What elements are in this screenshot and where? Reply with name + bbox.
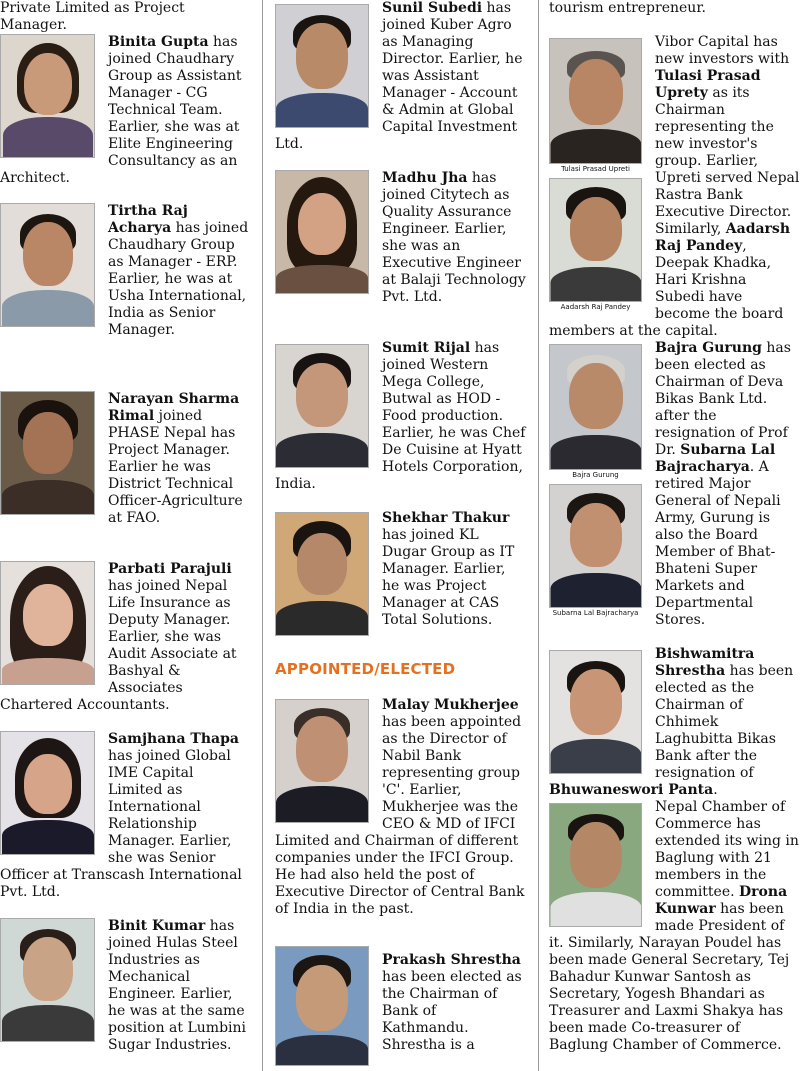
entry-text: Vibor Capital has new investors with bbox=[655, 34, 790, 67]
entry-madhu-jha bbox=[275, 170, 527, 306]
portrait-photo bbox=[275, 512, 369, 636]
entry-malay-mukherjee bbox=[275, 697, 527, 918]
entry-text: Nepal Chamber of Commerce has extended its wing in Baglung with 21 members in the committee. bbox=[655, 799, 799, 900]
column-3 bbox=[549, 0, 800, 1071]
person-name: Bishwamitra Shrestha bbox=[655, 646, 755, 679]
photo-caption: Tulasi Prasad Upreti bbox=[561, 165, 630, 173]
entry-parbati-parajuli bbox=[0, 561, 250, 714]
person-name: Binita Gupta bbox=[108, 34, 209, 50]
portrait-photo bbox=[0, 203, 95, 327]
portrait-photo bbox=[549, 650, 642, 774]
person-name: Drona Kunwar bbox=[655, 884, 788, 917]
photo-group bbox=[549, 340, 642, 622]
column-rule-1 bbox=[262, 0, 263, 1071]
entry-sumit-rijal bbox=[275, 340, 527, 493]
portrait-photo bbox=[275, 4, 369, 128]
entry-text: has joined Western Mega College, Butwal as HOD - Food production. Earlier, he was Chef De Cuisine at Hyatt Hotels Corporation, India. bbox=[275, 340, 526, 492]
entry-prakash-shrestha bbox=[275, 952, 527, 1070]
entry-text: has been appointed as the Director of Nabil Bank representing group 'C'. Earlier, Mukherjee was the CEO & MD of IFCI Limited and Chairman of different companies under the IFCI Group. He had also held the post of Executive Director of Central Bank of India in the past. bbox=[275, 714, 525, 917]
photo-caption: Subarna Lal Bajracharya bbox=[552, 609, 639, 617]
person-name: Samjhana Thapa bbox=[108, 731, 239, 747]
portrait-photo bbox=[275, 344, 369, 468]
person-name: Tulasi Prasad Upret bbox=[655, 68, 761, 101]
entry-narayan-sharma-rimal bbox=[0, 391, 250, 527]
person-name-end: y bbox=[699, 85, 708, 101]
person-name: Bajra Gurung bbox=[655, 340, 762, 356]
photo-caption: Aadarsh Raj Pandey bbox=[560, 303, 631, 311]
person-name: Bhuwaneswori Panta bbox=[549, 782, 714, 798]
entry-sunil-subedi bbox=[275, 0, 527, 153]
portrait-photo bbox=[549, 178, 642, 302]
lead-line: Private Limited as Project Manager. bbox=[0, 0, 185, 33]
entry-text: has been elected as Chairman of Deva Bikas Bank Ltd. after the resignation of Prof Dr. bbox=[655, 340, 791, 458]
entry-text: has joined Citytech as Quality Assurance Engineer. Earlier, she was an Executive Engineer at Balaji Technology Pvt. Ltd. bbox=[382, 170, 526, 305]
portrait-photo bbox=[549, 344, 642, 470]
entry-samjhana-thapa bbox=[0, 731, 250, 901]
entry-text: . A retired Major General of Nepali Army, Gurung is also the Board Member of Bhat-Bhateni Super Markets and Departmental Stores. bbox=[655, 459, 781, 628]
entry-text: joined PHASE Nepal has Project Manager. Earlier he was District Technical Officer-Agriculture at FAO. bbox=[108, 408, 243, 526]
portrait-photo bbox=[549, 38, 642, 164]
entry-bishwamitra-shrestha bbox=[549, 646, 800, 799]
column-1 bbox=[0, 0, 250, 1071]
person-name: Narayan Sharma Rimal bbox=[108, 391, 240, 424]
entry-text: , Deepak Khadka, Hari Krishna Subedi have become the board members at the capital. bbox=[549, 238, 784, 339]
portrait-photo bbox=[275, 699, 369, 823]
portrait-photo bbox=[0, 918, 95, 1042]
person-name: Sumit Rijal bbox=[382, 340, 471, 356]
column-2 bbox=[275, 0, 527, 1071]
person-name: Prakash Shrestha bbox=[382, 952, 521, 968]
entry-text: . bbox=[713, 782, 718, 798]
person-name: Sunil Subedi bbox=[382, 0, 483, 16]
entry-shekhar-thakur bbox=[275, 510, 527, 640]
portrait-photo bbox=[0, 34, 95, 158]
entry-text: as its Chairman representing the new investor's group. Earlier, Upreti served Nepal Rastra Bank Executive Director. Similarly, bbox=[655, 85, 800, 237]
entry-binit-kumar bbox=[0, 918, 250, 1054]
portrait-photo bbox=[549, 803, 642, 927]
person-name: Madhu Jha bbox=[382, 170, 468, 186]
entry-text: has joined Hulas Steel Industries as Mechanical Engineer. Earlier, he was at the same position at Lumbini Sugar Industries. bbox=[108, 918, 246, 1053]
person-name: Malay Mukherjee bbox=[382, 697, 519, 713]
section-title: APPOINTED/ELECTED bbox=[275, 660, 456, 678]
portrait-photo bbox=[275, 170, 369, 294]
person-name: Parbati Parajuli bbox=[108, 561, 232, 577]
entry-binita-gupta bbox=[0, 34, 250, 187]
person-name: Binit Kumar bbox=[108, 918, 206, 934]
person-name: Aadarsh Raj Pandey bbox=[655, 221, 790, 254]
photo-group bbox=[549, 34, 642, 316]
entry-text: has joined Chaudhary Group as Manager - ERP. Earlier, he was at Usha International, India as Senior Manager. bbox=[108, 220, 249, 338]
entry-bajra-gurung bbox=[549, 340, 800, 629]
person-name: Subarna Lal Bajracharya bbox=[655, 442, 776, 475]
entry-tirtha-raj-acharya bbox=[0, 203, 250, 339]
column-rule-2 bbox=[538, 0, 539, 1071]
entry-text: has been elected as the Chairman of Bank of Kathmandu. Shrestha is a bbox=[382, 969, 522, 1053]
person-name: Shekhar Thakur bbox=[382, 510, 510, 526]
portrait-photo bbox=[549, 484, 642, 608]
entry-vibor-capital bbox=[549, 34, 800, 340]
portrait-photo bbox=[0, 731, 95, 855]
portrait-photo bbox=[275, 946, 369, 1066]
entry-text: has been made President of it. Similarly, Narayan Poudel has been made General Secretary, Tej Bahadur Kunwar Santosh as Secretary, Yogesh Bhandari as Treasurer and Laxmi Shakya has been made Co-treasurer of Baglung Chamber of Commerce. bbox=[549, 901, 790, 1053]
lead-text bbox=[0, 0, 250, 34]
entry-nepal-chamber bbox=[549, 799, 800, 1054]
portrait-photo bbox=[0, 391, 95, 515]
lead-line: tourism entrepreneur. bbox=[549, 0, 706, 16]
portrait-photo bbox=[0, 561, 95, 685]
entry-text: has joined Kuber Agro as Managing Director. Earlier, he was Assistant Manager - Account & Admin at Global Capital Investment Ltd. bbox=[275, 0, 523, 152]
entry-text: has joined Global IME Capital Limited as International Relationship Manager. Earlier, she was Senior Officer at Transcash International Pvt. Ltd. bbox=[0, 748, 242, 900]
entry-text: has been elected as the Chairman of Chhimek Laghubitta Bikas Bank after the resignation of bbox=[655, 663, 794, 781]
photo-caption: Bajra Gurung bbox=[572, 471, 619, 479]
person-name: Tirtha Raj Acharya bbox=[108, 203, 188, 236]
entry-text: has joined KL Dugar Group as IT Manager. Earlier, he was Project Manager at CAS Total Solutions. bbox=[382, 527, 515, 628]
lead-text-col3 bbox=[549, 0, 800, 17]
entry-text: has joined Chaudhary Group as Assistant Manager - CG Technical Team. Earlier, she was at Elite Engineering Consultancy as an Architect. bbox=[0, 34, 242, 186]
entry-text: has joined Nepal Life Insurance as Deputy Manager. Earlier, she was Audit Associate at Bashyal & Associates Chartered Accountants. bbox=[0, 578, 237, 713]
